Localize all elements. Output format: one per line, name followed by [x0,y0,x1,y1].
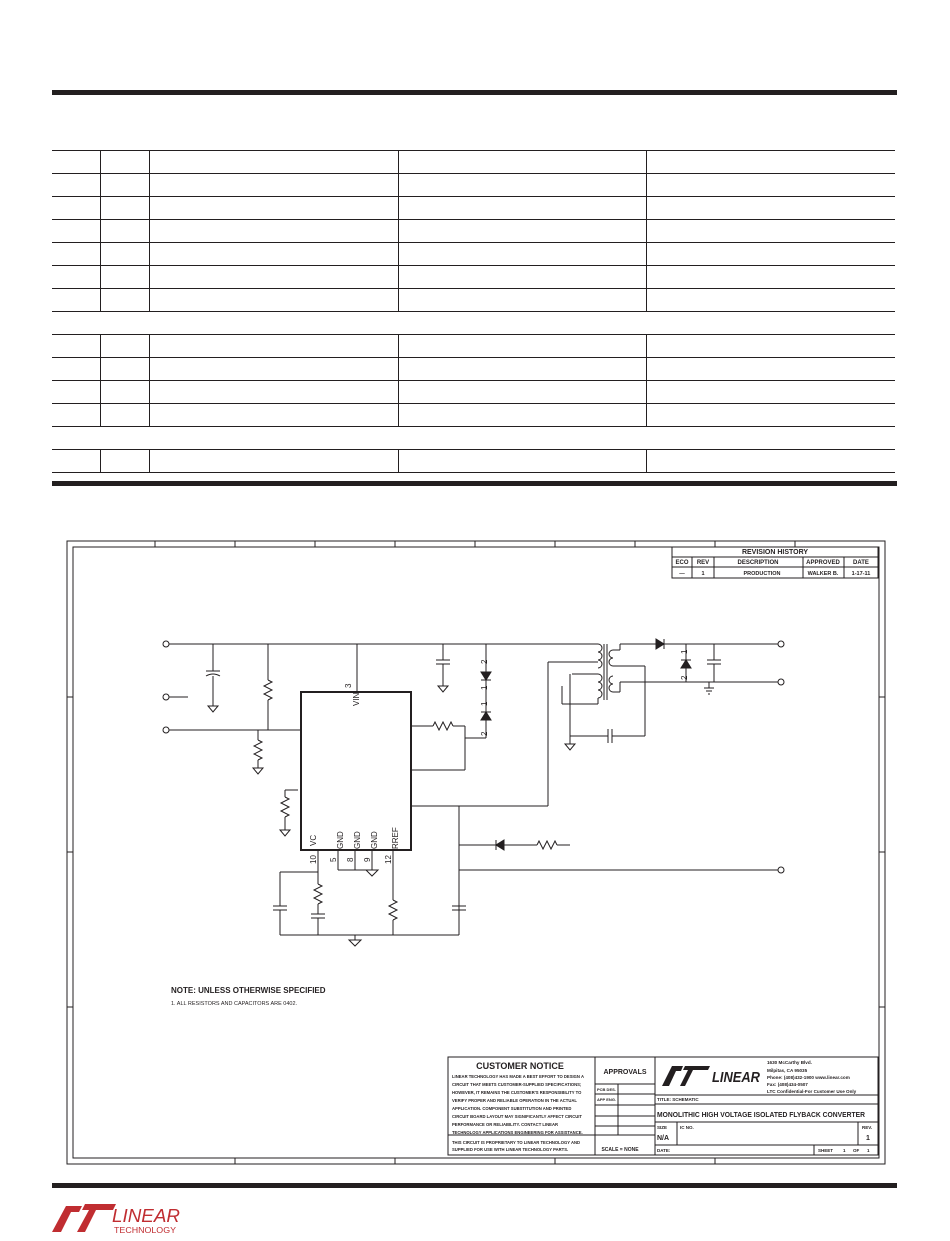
of-label: OF [853,1148,860,1153]
notice-line-4: VERIFY PROPER AND RELIABLE OPERATION IN THE ACTUAL [452,1098,577,1103]
aux-terminal [778,867,784,873]
notice-line-1: LINEAR TECHNOLOGY HAS MADE A BEST EFFORT TO DESIGN A [452,1074,584,1079]
notes-title: NOTE: UNLESS OTHERWISE SPECIFIED [171,986,326,995]
pin-gnd9-label: GND [370,831,379,849]
address-line-3: Phone: (408)432-1900 www.linear.com [767,1075,850,1080]
rev-row-eco: — [679,571,685,577]
notice-line-2: CIRCUIT THAT MEETS CUSTOMER-SUPPLIED SPECIFICATIONS; [452,1082,582,1087]
linear-technology-logo [52,1200,192,1236]
notice-line-8: TECHNOLOGY APPLICATIONS ENGINEERING FOR ASSISTANCE. [452,1130,583,1135]
notice-line-6: CIRCUIT BOARD LAYOUT MAY SIGNIFICANTLY AFFECT CIRCUIT [452,1114,582,1119]
proprietary-line-2: SUPPLIED FOR USE WITH LINEAR TECHNOLOGY PARTS. [452,1147,569,1152]
pin-vin-num: 3 [344,683,353,688]
ic-no-label: IC NO. [680,1125,694,1130]
of-value: 1 [867,1148,870,1153]
notice-line-7: PERFORMANCE OR RELIABILITY. CONTACT LINEAR [452,1122,559,1127]
diode2-pin-top: 1 [480,701,489,706]
rev-row-rev: 1 [701,571,705,577]
pin-gnd9-num: 9 [363,857,372,862]
size-value: N/A [657,1135,670,1142]
date-label: DATE: [657,1148,671,1153]
pin-gnd8-label: GND [353,831,362,849]
diode2-pin-bot: 2 [480,731,489,736]
sheet-label: SHEET [818,1148,834,1153]
rev-row-description: PRODUCTION [743,571,781,577]
diode3-pin-top: 1 [680,649,689,654]
pin-rref-num: 12 [384,855,393,864]
rev-header-description: DESCRIPTION [737,560,779,566]
pin-rref-label: RREF [391,827,400,849]
rev-header-date: DATE [853,560,869,566]
rev-header-approved: APPROVED [806,560,840,566]
vin-terminal [163,641,169,647]
pcb-des-label: PCB DES. [597,1087,616,1092]
rev-header-rev: REV [696,560,710,566]
footer-logo-sub: TECHNOLOGY [114,1226,177,1235]
title-label: TITLE: SCHEMATIC [657,1097,699,1102]
rev-label: REV. [862,1125,873,1130]
title-block-logo-text: LINEAR [712,1069,761,1086]
sheet-value: 1 [843,1148,846,1153]
footer-logo-main: LINEAR [112,1206,180,1226]
pin-vc-label: VC [309,834,318,846]
en-terminal [163,727,169,733]
scale-label: SCALE = NONE [601,1147,639,1153]
bottom-rule [52,1183,897,1188]
schematic-title: MONOLITHIC HIGH VOLTAGE ISOLATED FLYBACK CONVERTER [657,1112,865,1119]
gnd-terminal [163,694,169,700]
notes-line1: 1. ALL RESISTORS AND CAPACITORS ARE 0402. [171,1001,298,1007]
title-block-lt-logo-icon [662,1066,710,1086]
address-line-5: LTC Confidential-For Customer Use Only [767,1089,857,1094]
customer-notice-title: CUSTOMER NOTICE [476,1061,564,1071]
ic-body [301,692,411,850]
proprietary-line-1: THIS CIRCUIT IS PROPRIETARY TO LINEAR TECHNOLOGY AND [452,1140,581,1145]
diode3-pin-bot: 2 [680,675,689,680]
vout-plus-terminal [778,641,784,647]
address-line-1: 1630 McCarthy Blvd. [767,1060,812,1065]
approvals-label: APPROVALS [603,1069,647,1076]
rev-row-approved: WALKER B. [807,571,839,577]
pin-gnd5-label: GND [336,831,345,849]
pin-vin-label: VIN [352,692,361,706]
notice-line-3: HOWEVER, IT REMAINS THE CUSTOMER'S RESPONSIBILITY TO [452,1090,582,1095]
size-label: SIZE [657,1125,668,1130]
vout-minus-terminal [778,679,784,685]
diode1-pin-bot: 1 [480,685,489,690]
rev-header-eco: ECO [675,560,689,566]
pin-gnd5-num: 5 [329,857,338,862]
pin-gnd8-num: 8 [346,857,355,862]
pin-vc-num: 10 [309,855,318,864]
notice-line-5: APPLICATION. COMPONENT SUBSTITUTION AND PRINTED [452,1106,572,1111]
app-eng-label: APP ENG. [597,1097,617,1102]
address-line-4: Fax: (408)434-0507 [767,1082,808,1087]
address-line-2: Milpitas, CA 95035 [767,1068,808,1073]
rev-value: 1 [866,1135,870,1142]
rev-row-date: 1-17-11 [851,571,871,577]
diode1-pin-top: 2 [480,659,489,664]
lt-logo-icon [52,1204,116,1232]
revision-history-title: REVISION HISTORY [741,549,809,556]
